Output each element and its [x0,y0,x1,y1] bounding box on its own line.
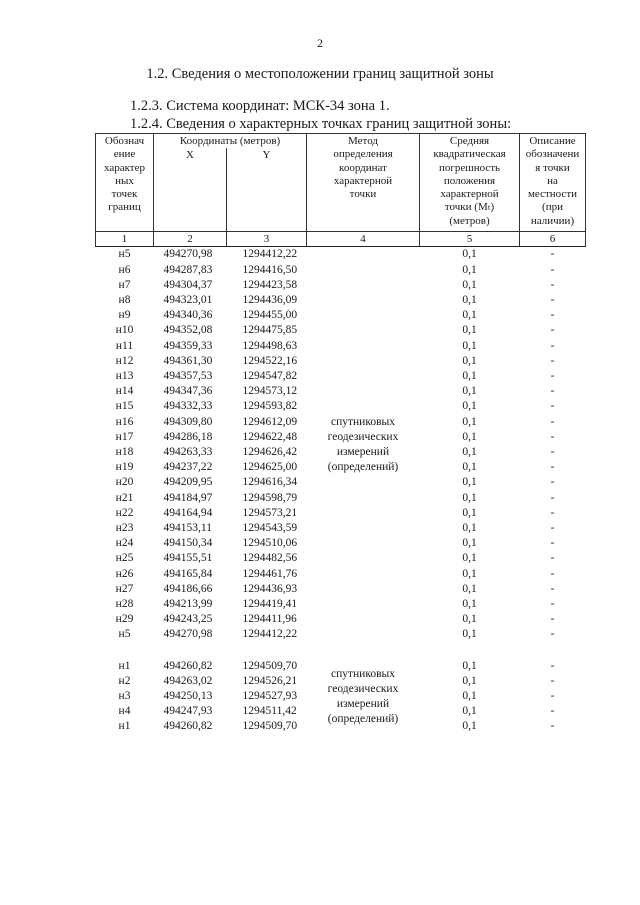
point-name: н10 [115,324,134,337]
point-name: н1 [118,659,131,672]
point-description: - [550,597,555,610]
point-description: - [550,324,555,337]
mean-error: 0,1 [462,324,477,337]
mean-error: 0,1 [462,582,477,595]
point-name: н5 [118,628,131,641]
point-description: - [550,278,555,291]
method-cell [307,247,420,643]
point-name: н27 [115,582,134,595]
point-name: н6 [118,263,131,276]
point-name: н23 [115,521,134,534]
mean-error: 0,1 [462,659,477,672]
point-description: - [550,248,555,261]
mean-error: 0,1 [462,597,477,610]
header-description: Описание обозначени я точки на местности (при наличии) [520,134,586,232]
header-point-designation: Обознач ение характер ных точек границ [96,134,154,232]
coord-x: 494340,36 [163,309,213,322]
point-description: - [550,430,555,443]
mean-error: 0,1 [462,445,477,458]
mean-error: 0,1 [462,628,477,641]
point-name: н9 [118,309,131,322]
point-description: - [550,491,555,504]
point-description: - [550,567,555,580]
point-name: н17 [115,430,134,443]
point-name: н7 [118,278,131,291]
point-name: н25 [115,552,134,565]
coord-y: 1294626,42 [242,445,298,458]
point-description: - [550,461,555,474]
point-name: н26 [115,567,134,580]
coord-y: 1294475,85 [242,324,298,337]
header-method: Метод определения координат характерной точки [307,134,420,232]
mean-error: 0,1 [462,278,477,291]
point-description: - [550,385,555,398]
method-text-line: (определений) [327,460,399,473]
coord-y: 1294411,96 [242,613,297,626]
point-description: - [550,400,555,413]
coord-y: 1294612,09 [242,415,298,428]
coord-y: 1294598,79 [242,491,298,504]
method-text-line: спутниковых [330,415,395,428]
point-description: - [550,369,555,382]
coord-y: 1294510,06 [242,537,298,550]
mean-error: 0,1 [462,339,477,352]
point-name: н16 [115,415,134,428]
header-mean-square-error: Средняя квадратическая погрешность положения характерной точки (Mₜ) (метров) [420,134,520,232]
column-number: 3 [227,232,307,247]
method-text-line: измерений [336,697,390,710]
coord-x: 494186,66 [163,582,213,595]
method-text-line: геодезических [327,682,399,695]
mean-error: 0,1 [462,476,477,489]
mean-error: 0,1 [462,385,477,398]
mean-error: 0,1 [462,461,477,474]
coord-y: 1294416,50 [242,263,298,276]
mean-error: 0,1 [462,400,477,413]
coord-x: 494332,33 [163,400,213,413]
mean-error: 0,1 [462,415,477,428]
point-name: н20 [115,476,134,489]
coord-x: 494361,30 [163,354,213,367]
coord-x: 494309,80 [163,415,213,428]
point-description: - [550,263,555,276]
coord-x: 494155,51 [163,552,213,565]
point-name: н13 [115,369,134,382]
point-description: - [550,674,555,687]
coord-y: 1294573,21 [242,506,298,519]
header-y: Y [227,148,307,232]
method-cell [307,659,420,735]
coord-y: 1294436,09 [242,293,298,306]
point-description: - [550,552,555,565]
coord-y: 1294509,70 [242,659,298,672]
coord-x: 494150,34 [163,537,213,550]
mean-error: 0,1 [462,248,477,261]
point-name: н14 [115,385,134,398]
coord-x: 494286,18 [163,430,213,443]
coord-x: 494237,22 [163,461,213,474]
coord-y: 1294423,58 [242,278,298,291]
coord-y: 1294455,00 [242,309,298,322]
mean-error: 0,1 [462,263,477,276]
coord-y: 1294573,12 [242,385,298,398]
coord-x: 494209,95 [163,476,213,489]
coord-y: 1294526,21 [242,674,298,687]
header-coordinates: Координаты (метров) [154,134,307,149]
coord-y: 1294547,82 [242,369,298,382]
point-description: - [550,293,555,306]
coord-x: 494153,11 [163,521,212,534]
coord-y: 1294509,70 [242,720,298,733]
group-separator [96,643,586,659]
coord-y: 1294419,41 [242,597,298,610]
boundary-points-table [95,133,586,735]
mean-error: 0,1 [462,293,477,306]
coord-y: 1294527,93 [242,689,298,702]
mean-error: 0,1 [462,309,477,322]
column-number: 1 [96,232,154,247]
point-description: - [550,582,555,595]
coord-x: 494263,02 [163,674,213,687]
method-text-line: измерений [336,445,390,458]
coord-y: 1294482,56 [242,552,298,565]
column-number: 6 [520,232,586,247]
point-name: н24 [115,537,134,550]
coord-x: 494352,08 [163,324,213,337]
coord-x: 494287,83 [163,263,213,276]
point-name: н18 [115,445,134,458]
point-description: - [550,613,555,626]
mean-error: 0,1 [462,705,477,718]
mean-error: 0,1 [462,430,477,443]
coord-y: 1294498,63 [242,339,298,352]
separator-cell [96,643,586,659]
coord-y: 1294412,22 [242,248,298,261]
coord-y: 1294625,00 [242,461,298,474]
point-name: н21 [115,491,134,504]
point-name: н15 [115,400,134,413]
mean-error: 0,1 [462,491,477,504]
point-name: н12 [115,354,134,367]
point-description: - [550,476,555,489]
coord-y: 1294461,76 [242,567,298,580]
points-title-line: 1.2.4. Сведения о характерных точках границ защитной зоны: [130,116,512,132]
point-description: - [550,339,555,352]
point-name: н22 [115,506,134,519]
column-number: 2 [154,232,227,247]
point-description: - [550,506,555,519]
coord-y: 1294412,22 [242,628,298,641]
point-description: - [550,415,555,428]
coord-x: 494270,98 [163,628,213,641]
point-description: - [550,720,555,733]
point-name: н8 [118,293,131,306]
point-description: - [550,445,555,458]
coord-x: 494250,13 [163,689,213,702]
coord-x: 494304,37 [163,278,213,291]
column-number: 4 [307,232,420,247]
mean-error: 0,1 [462,506,477,519]
coord-x: 494357,53 [163,369,213,382]
coord-y: 1294622,48 [242,430,298,443]
mean-error: 0,1 [462,720,477,733]
mean-error: 0,1 [462,689,477,702]
table-header [96,134,586,247]
coord-y: 1294436,93 [242,582,298,595]
header-x: X [154,148,227,232]
coord-x: 494263,33 [163,445,213,458]
coord-x: 494260,82 [163,720,213,733]
point-description: - [550,689,555,702]
point-description: - [550,521,555,534]
coord-x: 494247,93 [163,705,213,718]
point-name: н1 [118,720,131,733]
header-column-numbers [96,232,586,247]
coord-y: 1294511,42 [242,705,297,718]
mean-error: 0,1 [462,613,477,626]
method-text-line: геодезических [327,430,399,443]
coord-x: 494184,97 [163,491,213,504]
point-name: н11 [115,339,134,352]
mean-error: 0,1 [462,537,477,550]
table-row [96,659,586,674]
point-description: - [550,537,555,550]
mean-error: 0,1 [462,674,477,687]
point-description: - [550,628,555,641]
coord-x: 494347,36 [163,385,213,398]
coord-y: 1294593,82 [242,400,298,413]
point-name: н19 [115,461,134,474]
coord-x: 494243,25 [163,613,213,626]
page-number: 2 [317,36,323,50]
table-row [96,247,586,263]
point-name: н5 [118,248,131,261]
point-name: н28 [115,597,134,610]
coord-x: 494270,98 [163,248,213,261]
point-name: н2 [118,674,131,687]
point-description: - [550,659,555,672]
coord-y: 1294522,16 [242,354,298,367]
point-name: н4 [118,705,131,718]
mean-error: 0,1 [462,567,477,580]
point-description: - [550,309,555,322]
coord-system-line: 1.2.3. Система координат: МСК-34 зона 1. [130,98,390,114]
coord-y: 1294543,59 [242,521,298,534]
mean-error: 0,1 [462,521,477,534]
coord-y: 1294616,34 [242,476,298,489]
mean-error: 0,1 [462,369,477,382]
coord-x: 494359,33 [163,339,213,352]
mean-error: 0,1 [462,354,477,367]
point-description: - [550,705,555,718]
coord-x: 494164,94 [163,506,213,519]
mean-error: 0,1 [462,552,477,565]
coord-x: 494323,01 [163,293,213,306]
method-text-line: спутниковых [330,667,395,680]
point-name: н29 [115,613,134,626]
column-number: 5 [420,232,520,247]
method-text-line: (определений) [327,712,399,725]
coord-x: 494165,84 [163,567,213,580]
coord-x: 494213,99 [163,597,213,610]
table-body [96,247,586,735]
point-description: - [550,354,555,367]
section-title: 1.2. Сведения о местоположении границ защитной зоны [146,66,494,82]
point-name: н3 [118,689,131,702]
coord-x: 494260,82 [163,659,213,672]
